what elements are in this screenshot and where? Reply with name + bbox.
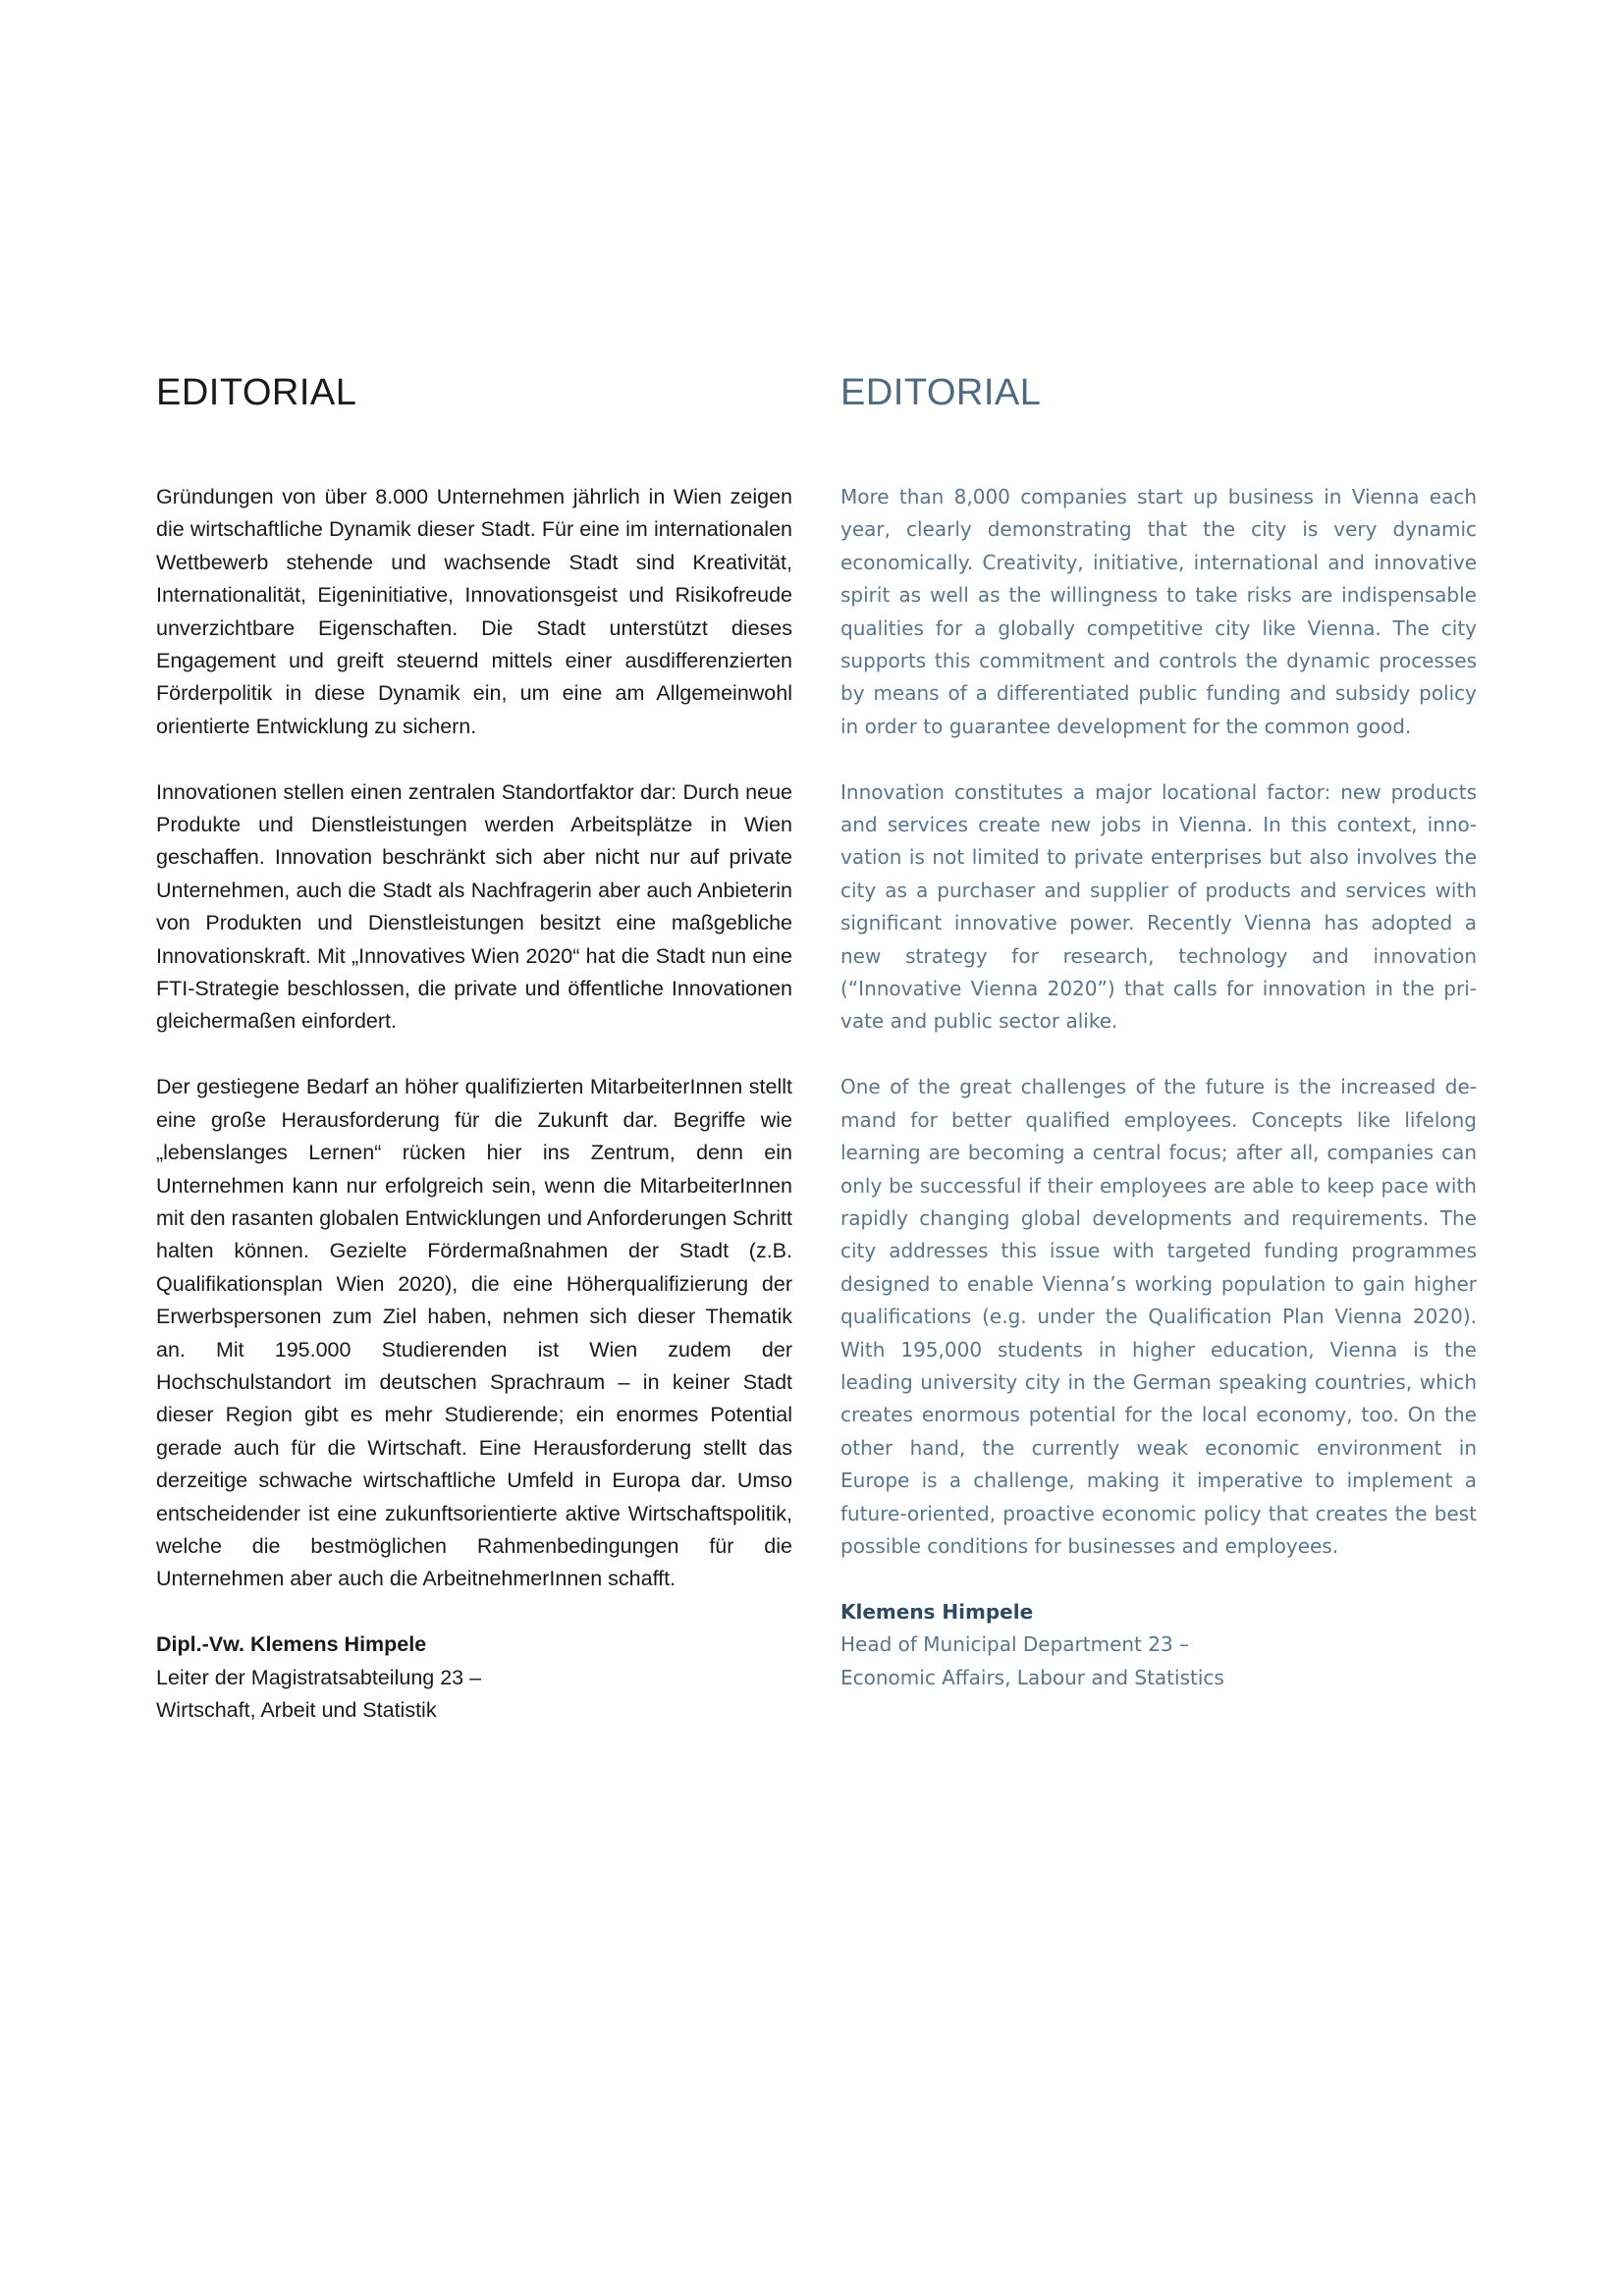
german-signature	[156, 1629, 792, 1727]
english-signature	[840, 1596, 1477, 1694]
german-column	[156, 365, 792, 1727]
english-signature-name: Klemens Himpele	[840, 1599, 1034, 1624]
english-signature-title-line-2: Economic Affairs, Labour and Statistics	[840, 1665, 1224, 1689]
english-signature-title-line-1: Head of Municipal Department 23 –	[840, 1632, 1190, 1657]
german-signature-title-line-2: Wirtschaft, Arbeit und Statistik	[156, 1697, 437, 1722]
english-column	[840, 365, 1477, 1694]
german-paragraph-1: Gründungen von über 8.000 Unternehmen jährlich in Wien zeigen die wirtschaftliche Dynamik dieser Stadt. Für eine im internationalen Wettbewerb stehende und wachsende Stadt sind Kreativität, Internationalität, Eigeninitiative, Innovationsgeist und Risikofreude unverzichtbare Eigenschaften. Die Stadt unterstützt dieses Engagement und greift steuernd mittels einer ausdifferenzierten Förderpolitik in diese Dynamik ein, um eine am Allgemeinwohl orientierte Entwicklung zu sichern.	[156, 485, 792, 738]
german-paragraph-2: Innovationen stellen einen zentralen Standortfaktor dar: Durch neue Produkte und Dienstleistungen werden Arbeitsplätze in Wien geschaffen. Innovation beschränkt sich aber nicht nur auf private Unternehmen, auch die Stadt als Nachfragerin aber auch Anbieterin von Produkten und Dienstleistungen besitzt eine maßgebliche Innovationskraft. Mit „Innovatives Wien 2020“ hat die Stadt nun eine FTI-Strategie beschlossen, die private und öffentliche Innovationen gleichermaßen einfordert.	[156, 779, 792, 1034]
german-signature-name: Dipl.-Vw. Klemens Himpele	[156, 1632, 427, 1657]
german-heading: EDITORIAL	[156, 372, 357, 413]
english-paragraph-1: More than 8,000 companies start up business in Vienna each year, clearly demonstrating that the city is very dynamic economically. Creativity, initiative, international and innovative spirit as well as the willingness to take risks are indispensable qualities for a globally competitive city like Vienna. The city supports this commitment and controls the dynamic processes by means of a differentiated public funding and subsidy policy in order to guarantee development for the common good.	[840, 485, 1477, 738]
german-signature-title-line-1: Leiter der Magistratsabteilung 23 –	[156, 1665, 482, 1689]
english-paragraph-3: One of the great challenges of the future is the increased demand for better qualified employees. Concepts like lifelong learning are becoming a central focus; after all, companies can only be successful if their employees are able to keep pace with rapidly changing global developments and requirements. The city addresses this issue with targeted funding programmes designed to enable Vienna’s working population to gain higher qualifications (e.g. under the Qualification Plan Vienna 2020). With 195,000 students in higher education, Vienna is the leading university city in the German speaking countries, which creates enormous potential for the local economy, too. On the other hand, the currently weak economic environment in Europe is a challenge, making it imperative to implement a future-oriented, proactive economic policy that creates the best possible conditions for businesses and employees.	[840, 1075, 1477, 1558]
english-paragraph-2: Innovation constitutes a major locational factor: new products and services create new jobs in Vienna. In this context, innovation is not limited to private enterprises but also involves the city as a purchaser and supplier of products and services with significant innovative power. Recently Vienna has adopted a new strategy for research, technology and innovation (“Innovative Vienna 2020”) that calls for innovation in the private and public sector alike.	[840, 779, 1477, 1034]
german-paragraph-3: Der gestiegene Bedarf an höher qualifizierten MitarbeiterInnen stellt eine große Herausforderung für die Zukunft dar. Begriffe wie „lebenslanges Lernen“ rücken hier ins Zentrum, denn ein Unternehmen kann nur erfolgreich sein, wenn die MitarbeiterInnen mit den rasanten globalen Entwicklungen und Anforderungen Schritt halten können. Gezielte Fördermaßnahmen der Stadt (z.B. Qualifikationsplan Wien 2020), die eine Höherqualifizierung der Erwerbspersonen zum Ziel haben, nehmen sich dieser Thematik an. Mit 195.000 Studierenden ist Wien zudem der Hochschulstandort im deutschen Sprachraum – in keiner Stadt dieser Region gibt es mehr Studierende; ein enormes Potential gerade auch für die Wirtschaft. Eine Herausforderung stellt das derzeitige schwache wirtschaftliche Umfeld in Europa dar. Umso entscheidender ist eine zukunftsorientierte aktive Wirtschaftspolitik, welche die bestmöglichen Rahmenbedingungen für die Unternehmen aber auch die ArbeitnehmerInnen schafft.	[156, 1075, 792, 1591]
english-heading: EDITORIAL	[840, 372, 1042, 413]
